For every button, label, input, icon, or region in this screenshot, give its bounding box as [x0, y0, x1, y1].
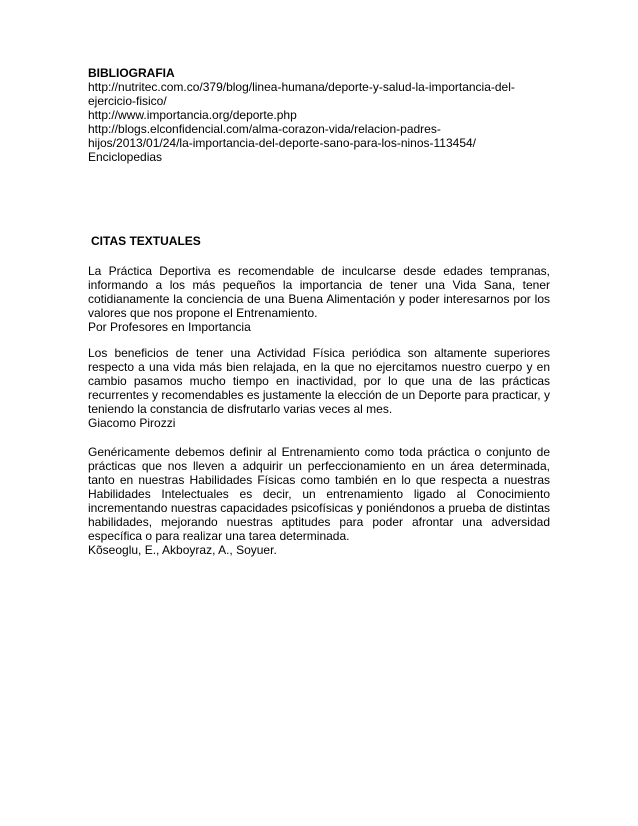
bibliography-section	[88, 66, 550, 164]
citation-3	[88, 445, 550, 557]
citation-2	[88, 346, 550, 430]
bibliography-entry: Enciclopedias	[88, 150, 163, 164]
citations-heading: CITAS TEXTUALES	[91, 234, 201, 248]
bibliography-entry: http://blogs.elconfidencial.com/alma-corazon-vida/relacion-padres-	[88, 122, 441, 136]
citation-author: Giacomo Pirozzi	[88, 416, 176, 430]
bibliography-entry: hijos/2013/01/24/la-importancia-del-deporte-sano-para-los-ninos-113454/	[88, 136, 477, 150]
bibliography-entry: ejercicio-fisico/	[88, 94, 167, 108]
citation-author: Kõseoglu, E., Akboyraz, A., Soyuer.	[88, 543, 277, 557]
citations-heading-block	[91, 234, 553, 248]
citation-text: Genéricamente debemos definir al Entrenamiento como toda práctica o conjunto de prácticas que nos lleven a adquirir un perfeccionamiento en un área determinada, tanto en nuestras Habilidades Físicas como también en lo que respecta a nuestras Habilidades Intelectuales es decir, un entrenamiento ligado al Conocimiento incrementando nuestras capacidades psicofísicas y poniéndonos a prueba de distintas habilidades, mejorando nuestras aptitudes para poder afrontar una adversidad específica o para realizar una tarea determinada.	[88, 445, 550, 543]
citation-1	[88, 264, 550, 334]
citation-text: Los beneficios de tener una Actividad Física periódica son altamente superiores respecto a una vida más bien relajada, en la que no ejercitamos nuestro cuerpo y en cambio pasamos mucho tiempo en inactividad, por lo que una de las prácticas recurrentes y recomendables es justamente la elección de un Deporte para practicar, y teniendo la constancia de disfrutarlo varias veces al mes.	[88, 346, 550, 416]
citation-author: Por Profesores en Importancia	[88, 320, 251, 334]
bibliography-entry: http://www.importancia.org/deporte.php	[88, 108, 297, 122]
citation-text: La Práctica Deportiva es recomendable de inculcarse desde edades tempranas, informando a los más pequeños la importancia de tener una Vida Sana, tener cotidianamente la conciencia de una Buena Alimentación y poder interesarnos por los valores que nos propone el Entrenamiento.	[88, 264, 550, 320]
bibliography-entry: http://nutritec.com.co/379/blog/linea-humana/deporte-y-salud-la-importancia-del-	[88, 80, 515, 94]
bibliography-heading: BIBLIOGRAFIA	[88, 66, 175, 80]
